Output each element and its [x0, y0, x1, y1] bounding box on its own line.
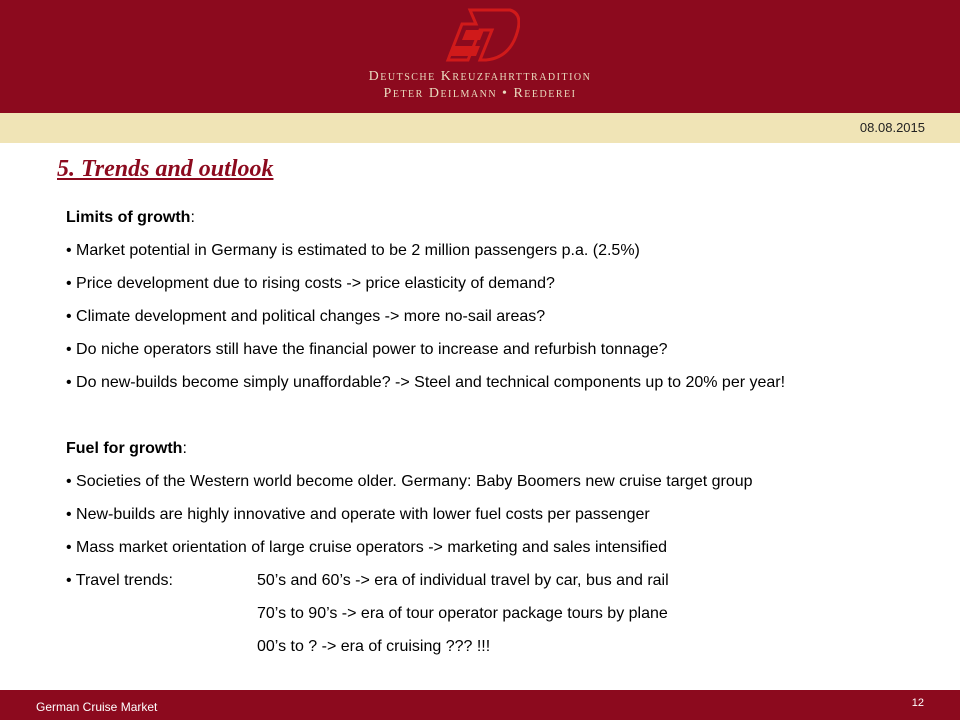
brand-line-2: Peter Deilmann • Reederei [383, 86, 577, 101]
section-spacer [66, 406, 946, 426]
fuel-item: • Societies of the Western world become older. Germany: Baby Boomers new cruise target group [66, 473, 753, 490]
footer-caption: German Cruise Market [36, 700, 158, 714]
fuel-heading-colon: : [182, 440, 187, 457]
limits-item: • Do new-builds become simply unaffordable? -> Steel and technical components up to 20% per year! [66, 374, 786, 391]
slide-date: 08.08.2015 [859, 120, 925, 135]
limits-item: • Do niche operators still have the financial power to increase and refurbish tonnage? [66, 341, 668, 358]
slide-body [66, 208, 946, 670]
brand-line-1: Deutsche Kreuzfahrttradition [368, 69, 592, 84]
travel-trend-entry: 70’s to 90’s -> era of tour operator package tours by plane [257, 605, 668, 622]
date-band [0, 113, 960, 143]
brand-name [0, 68, 960, 102]
slide-title: 5. Trends and outlook [57, 156, 274, 182]
fuel-item: • Mass market orientation of large cruise operators -> marketing and sales intensified [66, 539, 667, 556]
travel-trend-entry: 00’s to ? -> era of cruising ??? !!! [257, 638, 491, 655]
limits-heading: Limits of growth [66, 209, 191, 226]
limits-heading-colon: : [190, 209, 195, 226]
limits-item: • Climate development and political changes -> more no-sail areas? [66, 308, 546, 325]
travel-trend-entry: 50’s and 60’s -> era of individual travel by car, bus and rail [257, 572, 669, 589]
fuel-item: • New-builds are highly innovative and operate with lower fuel costs per passenger [66, 506, 650, 523]
company-logo-icon [440, 6, 520, 66]
page-number: 12 [911, 697, 924, 709]
travel-trends-label: • Travel trends: [66, 572, 173, 589]
fuel-heading: Fuel for growth [66, 440, 183, 457]
header-banner [0, 0, 960, 113]
footer-bar [0, 690, 960, 720]
fuel-heading-row [66, 439, 946, 459]
limits-item: • Price development due to rising costs -> price elasticity of demand? [66, 275, 555, 292]
limits-item: • Market potential in Germany is estimated to be 2 million passengers p.a. (2.5%) [66, 242, 640, 259]
limits-heading-row [66, 208, 946, 228]
travel-trends-row [66, 571, 946, 591]
